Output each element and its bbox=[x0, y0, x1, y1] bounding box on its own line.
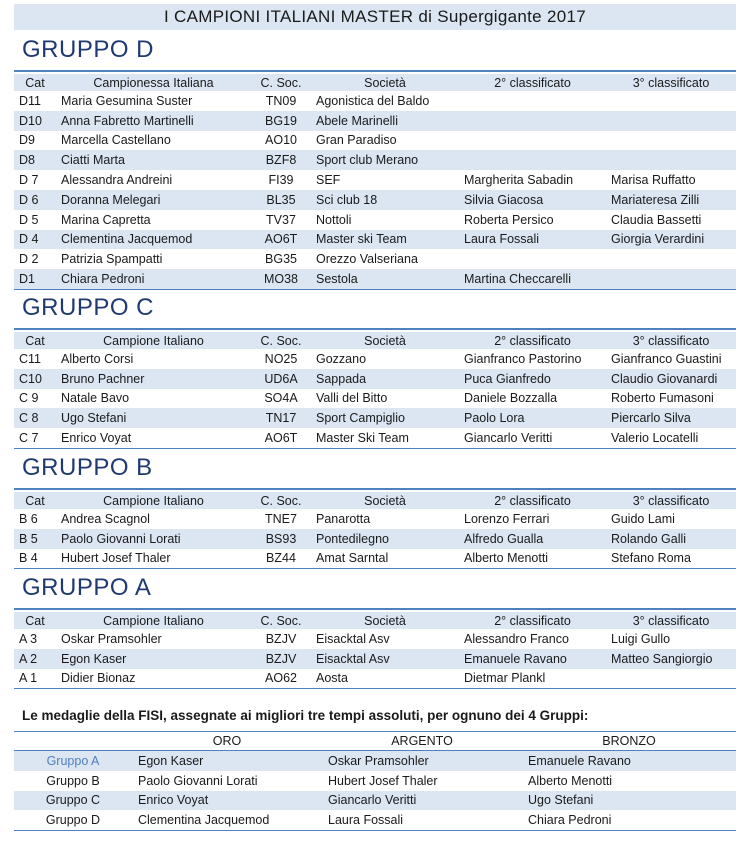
cell-second: Gianfranco Pastorino bbox=[464, 351, 582, 366]
table-row bbox=[14, 810, 736, 830]
cell-cat: D9 bbox=[19, 133, 35, 148]
column-header-champion: Campionessa Italiana bbox=[56, 74, 251, 91]
cell-cat: A 2 bbox=[14, 649, 56, 669]
cell-champion: Maria Gesumina Suster bbox=[61, 93, 193, 108]
column-header-cat: Cat bbox=[14, 332, 56, 349]
table-row bbox=[14, 389, 736, 409]
column-header-champion: Campione Italiano bbox=[56, 492, 251, 509]
cell-group: Gruppo B bbox=[46, 773, 100, 788]
cell-second: Martina Checcarelli bbox=[459, 269, 606, 289]
column-header-champion: Campione Italiano bbox=[56, 612, 251, 629]
cell-club: Eisacktal Asv bbox=[311, 649, 459, 669]
cell-club: Master Ski Team bbox=[311, 428, 459, 448]
cell-club: Panarotta bbox=[316, 511, 371, 526]
table-row bbox=[14, 408, 736, 428]
column-header-club: Società bbox=[311, 332, 459, 349]
cell-cat: C10 bbox=[14, 369, 56, 389]
column-header-club-code: C. Soc. bbox=[251, 612, 311, 629]
cell-club-code: TNE7 bbox=[265, 511, 297, 526]
cell-second: Alessandro Franco bbox=[464, 631, 569, 646]
cell-champion: Ugo Stefani bbox=[56, 408, 251, 428]
cell-third: Guido Lami bbox=[611, 511, 675, 526]
column-header-club: Società bbox=[311, 74, 459, 91]
column-header-third: 3° classificato bbox=[606, 492, 736, 509]
cell-second: Lorenzo Ferrari bbox=[464, 511, 550, 526]
cell-club: Sci club 18 bbox=[311, 190, 459, 210]
cell-club: Amat Sarntal bbox=[311, 549, 459, 569]
cell-cat: A 1 bbox=[14, 669, 56, 689]
cell-club: Aosta bbox=[311, 669, 459, 689]
cell-champion: Patrizia Spampatti bbox=[61, 252, 163, 267]
cell-club-code: TV37 bbox=[266, 212, 296, 227]
cell-second bbox=[459, 150, 606, 170]
medals-table bbox=[14, 731, 736, 831]
cell-club: Sport Campiglio bbox=[311, 408, 459, 428]
cell-third: Matteo Sangiorgio bbox=[606, 649, 736, 669]
cell-cat: D 7 bbox=[19, 173, 39, 188]
table-header-row bbox=[14, 492, 736, 509]
cell-club-code: BG35 bbox=[265, 252, 297, 267]
cell-third: Roberto Fumasoni bbox=[611, 391, 714, 406]
table-header-row bbox=[14, 612, 736, 629]
cell-bronze: Ugo Stefani bbox=[522, 791, 736, 811]
table-row bbox=[14, 509, 736, 529]
cell-third bbox=[606, 111, 736, 131]
table-row bbox=[14, 269, 736, 289]
cell-second: Silvia Giacosa bbox=[459, 190, 606, 210]
column-header-club-code: C. Soc. bbox=[251, 492, 311, 509]
cell-second bbox=[459, 131, 606, 151]
table-header-row bbox=[14, 332, 736, 349]
cell-champion: Marina Capretta bbox=[61, 212, 151, 227]
cell-third bbox=[606, 669, 736, 689]
cell-club: Orezzo Valseriana bbox=[316, 252, 418, 267]
cell-cat: D 6 bbox=[14, 190, 56, 210]
cell-second bbox=[459, 91, 606, 111]
cell-cat: D 2 bbox=[19, 252, 39, 267]
cell-silver: Oskar Pramsohler bbox=[322, 751, 522, 771]
cell-club: Gozzano bbox=[316, 351, 367, 366]
cell-champion: Hubert Josef Thaler bbox=[56, 549, 251, 569]
cell-third bbox=[606, 91, 736, 111]
cell-cat: B 6 bbox=[19, 511, 38, 526]
cell-cat: D11 bbox=[19, 93, 42, 108]
cell-second: Margherita Sabadin bbox=[464, 173, 574, 188]
cell-club-code: AO6T bbox=[251, 428, 311, 448]
group-divider bbox=[14, 328, 736, 330]
cell-cat: B 4 bbox=[14, 549, 56, 569]
cell-bronze: Alberto Menotti bbox=[528, 773, 613, 788]
column-header-club-code: C. Soc. bbox=[251, 74, 311, 91]
cell-club-code: BG19 bbox=[251, 111, 311, 131]
cell-third: Marisa Ruffatto bbox=[611, 173, 696, 188]
cell-club: Gran Paradiso bbox=[316, 133, 397, 148]
cell-second: Daniele Bozzalla bbox=[464, 391, 558, 406]
cell-club-code: BZJV bbox=[265, 631, 297, 646]
cell-club: Pontedilegno bbox=[311, 529, 459, 549]
cell-champion: Doranna Melegari bbox=[56, 190, 251, 210]
cell-champion: Alessandra Andreini bbox=[61, 173, 173, 188]
cell-second: Laura Fossali bbox=[459, 230, 606, 250]
cell-club: Valli del Bitto bbox=[316, 391, 388, 406]
table-row bbox=[14, 791, 736, 811]
cell-club-code: NO25 bbox=[264, 351, 298, 366]
cell-second: Alberto Menotti bbox=[459, 549, 606, 569]
cell-third: Claudio Giovanardi bbox=[606, 369, 736, 389]
cell-club-code: BL35 bbox=[251, 190, 311, 210]
cell-club: Sestola bbox=[311, 269, 459, 289]
cell-club-code: SO4A bbox=[264, 391, 298, 406]
cell-silver: Laura Fossali bbox=[322, 810, 522, 830]
group-divider bbox=[14, 70, 736, 72]
cell-cat: B 5 bbox=[14, 529, 56, 549]
group-title-d: GRUPPO D bbox=[22, 36, 155, 63]
cell-second: Roberta Persico bbox=[464, 212, 554, 227]
cell-third bbox=[606, 249, 736, 269]
page-title: I CAMPIONI ITALIANI MASTER di Supergigante 2017 bbox=[14, 4, 736, 30]
cell-champion: Ciatti Marta bbox=[56, 150, 251, 170]
column-header-club: Società bbox=[311, 492, 459, 509]
table-row bbox=[14, 751, 736, 771]
table-row bbox=[14, 249, 736, 269]
table-header-row bbox=[14, 74, 736, 91]
cell-third: Mariateresa Zilli bbox=[606, 190, 736, 210]
cell-second: Emanuele Ravano bbox=[459, 649, 606, 669]
cell-club-code: TN09 bbox=[265, 93, 297, 108]
cell-third: Stefano Roma bbox=[606, 549, 736, 569]
cell-third: Giorgia Verardini bbox=[606, 230, 736, 250]
cell-club: Eisacktal Asv bbox=[316, 631, 390, 646]
table-row bbox=[14, 150, 736, 170]
column-header-third: 3° classificato bbox=[606, 612, 736, 629]
cell-second: Dietmar Plankl bbox=[459, 669, 606, 689]
table-row bbox=[14, 111, 736, 131]
cell-second: Giancarlo Veritti bbox=[459, 428, 606, 448]
results-table-d bbox=[14, 74, 736, 290]
cell-champion: Chiara Pedroni bbox=[56, 269, 251, 289]
cell-club: Abele Marinelli bbox=[311, 111, 459, 131]
table-row bbox=[14, 428, 736, 448]
cell-group: Gruppo C bbox=[14, 791, 132, 811]
cell-club-code: AO6T bbox=[251, 230, 311, 250]
cell-second: Paolo Lora bbox=[459, 408, 606, 428]
cell-cat: D 5 bbox=[19, 212, 39, 227]
cell-third: Gianfranco Guastini bbox=[611, 351, 722, 366]
cell-club-code: AO10 bbox=[265, 133, 297, 148]
column-header-second: 2° classificato bbox=[459, 612, 606, 629]
column-header-bronze: BRONZO bbox=[522, 732, 736, 751]
cell-champion: Enrico Voyat bbox=[56, 428, 251, 448]
column-header-cat: Cat bbox=[14, 74, 56, 91]
column-header-second: 2° classificato bbox=[459, 74, 606, 91]
cell-third bbox=[606, 131, 736, 151]
column-header-group bbox=[14, 732, 132, 751]
cell-cat: D10 bbox=[14, 111, 56, 131]
cell-cat: A 3 bbox=[19, 631, 38, 646]
cell-club: Nottoli bbox=[316, 212, 352, 227]
cell-group: Gruppo A bbox=[14, 751, 132, 771]
column-header-cat: Cat bbox=[14, 492, 56, 509]
cell-champion: Didier Bionaz bbox=[56, 669, 251, 689]
cell-cat: C11 bbox=[19, 351, 42, 366]
cell-gold: Paolo Giovanni Lorati bbox=[138, 773, 258, 788]
cell-champion: Egon Kaser bbox=[56, 649, 251, 669]
cell-club-code: UD6A bbox=[251, 369, 311, 389]
cell-cat: D 4 bbox=[14, 230, 56, 250]
cell-gold: Egon Kaser bbox=[132, 751, 322, 771]
cell-second: Puca Gianfredo bbox=[459, 369, 606, 389]
cell-third: Piercarlo Silva bbox=[606, 408, 736, 428]
results-table-c bbox=[14, 332, 736, 449]
cell-club-code: TN17 bbox=[251, 408, 311, 428]
cell-club-code: AO62 bbox=[251, 669, 311, 689]
cell-club: SEF bbox=[316, 173, 341, 188]
table-row bbox=[14, 210, 736, 230]
cell-third: Claudia Bassetti bbox=[611, 212, 702, 227]
cell-club-code: MO38 bbox=[251, 269, 311, 289]
group-divider bbox=[14, 608, 736, 610]
table-row bbox=[14, 230, 736, 250]
cell-silver: Giancarlo Veritti bbox=[322, 791, 522, 811]
cell-club: Agonistica del Baldo bbox=[316, 93, 430, 108]
cell-cat: D8 bbox=[14, 150, 56, 170]
cell-club: Sappada bbox=[311, 369, 459, 389]
cell-club: Master ski Team bbox=[311, 230, 459, 250]
results-table-a bbox=[14, 612, 736, 689]
cell-group: Gruppo D bbox=[14, 810, 132, 830]
cell-second bbox=[459, 249, 606, 269]
table-row bbox=[14, 771, 736, 791]
column-header-champion: Campione Italiano bbox=[56, 332, 251, 349]
table-row bbox=[14, 170, 736, 190]
cell-third bbox=[606, 150, 736, 170]
column-header-gold: ORO bbox=[132, 732, 322, 751]
column-header-second: 2° classificato bbox=[459, 492, 606, 509]
column-header-club: Società bbox=[311, 612, 459, 629]
cell-second: Alfredo Gualla bbox=[459, 529, 606, 549]
cell-champion: Natale Bavo bbox=[61, 391, 130, 406]
group-title-b: GRUPPO B bbox=[22, 454, 153, 481]
cell-silver: Hubert Josef Thaler bbox=[328, 773, 438, 788]
cell-cat: D1 bbox=[14, 269, 56, 289]
cell-club-code: BZJV bbox=[251, 649, 311, 669]
cell-gold: Enrico Voyat bbox=[132, 791, 322, 811]
cell-third: Valerio Locatelli bbox=[606, 428, 736, 448]
table-header-row bbox=[14, 732, 736, 751]
table-row bbox=[14, 131, 736, 151]
group-title-a: GRUPPO A bbox=[22, 574, 152, 601]
table-row bbox=[14, 669, 736, 689]
cell-second bbox=[459, 111, 606, 131]
cell-champion: Bruno Pachner bbox=[56, 369, 251, 389]
medals-title: Le medaglie della FISI, assegnate ai migliori tre tempi assoluti, per ognuno dei 4 Gruppi: bbox=[22, 708, 589, 723]
group-title-c: GRUPPO C bbox=[22, 294, 155, 321]
cell-third bbox=[606, 269, 736, 289]
cell-gold: Clementina Jacquemod bbox=[132, 810, 322, 830]
cell-cat: C 9 bbox=[19, 391, 39, 406]
cell-champion: Clementina Jacquemod bbox=[56, 230, 251, 250]
column-header-third: 3° classificato bbox=[606, 332, 736, 349]
cell-bronze: Emanuele Ravano bbox=[522, 751, 736, 771]
cell-third: Rolando Galli bbox=[606, 529, 736, 549]
table-row bbox=[14, 629, 736, 649]
cell-champion: Andrea Scagnol bbox=[61, 511, 150, 526]
column-header-second: 2° classificato bbox=[459, 332, 606, 349]
cell-cat: C 7 bbox=[14, 428, 56, 448]
cell-club-code: FI39 bbox=[268, 173, 294, 188]
cell-third: Luigi Gullo bbox=[611, 631, 671, 646]
group-divider bbox=[14, 488, 736, 490]
cell-club-code: BS93 bbox=[251, 529, 311, 549]
column-header-third: 3° classificato bbox=[606, 74, 736, 91]
cell-champion: Marcella Castellano bbox=[61, 133, 171, 148]
cell-club-code: BZ44 bbox=[251, 549, 311, 569]
column-header-cat: Cat bbox=[14, 612, 56, 629]
table-row bbox=[14, 529, 736, 549]
cell-cat: C 8 bbox=[14, 408, 56, 428]
table-row bbox=[14, 369, 736, 389]
cell-champion: Alberto Corsi bbox=[61, 351, 134, 366]
table-row bbox=[14, 649, 736, 669]
table-row bbox=[14, 349, 736, 369]
cell-club-code: BZF8 bbox=[251, 150, 311, 170]
table-row bbox=[14, 190, 736, 210]
cell-club: Sport club Merano bbox=[311, 150, 459, 170]
cell-champion: Paolo Giovanni Lorati bbox=[56, 529, 251, 549]
cell-bronze: Chiara Pedroni bbox=[522, 810, 736, 830]
cell-champion: Oskar Pramsohler bbox=[61, 631, 162, 646]
table-row bbox=[14, 549, 736, 569]
column-header-club-code: C. Soc. bbox=[251, 332, 311, 349]
results-table-b bbox=[14, 492, 736, 569]
table-row bbox=[14, 91, 736, 111]
cell-champion: Anna Fabretto Martinelli bbox=[56, 111, 251, 131]
column-header-silver: ARGENTO bbox=[322, 732, 522, 751]
